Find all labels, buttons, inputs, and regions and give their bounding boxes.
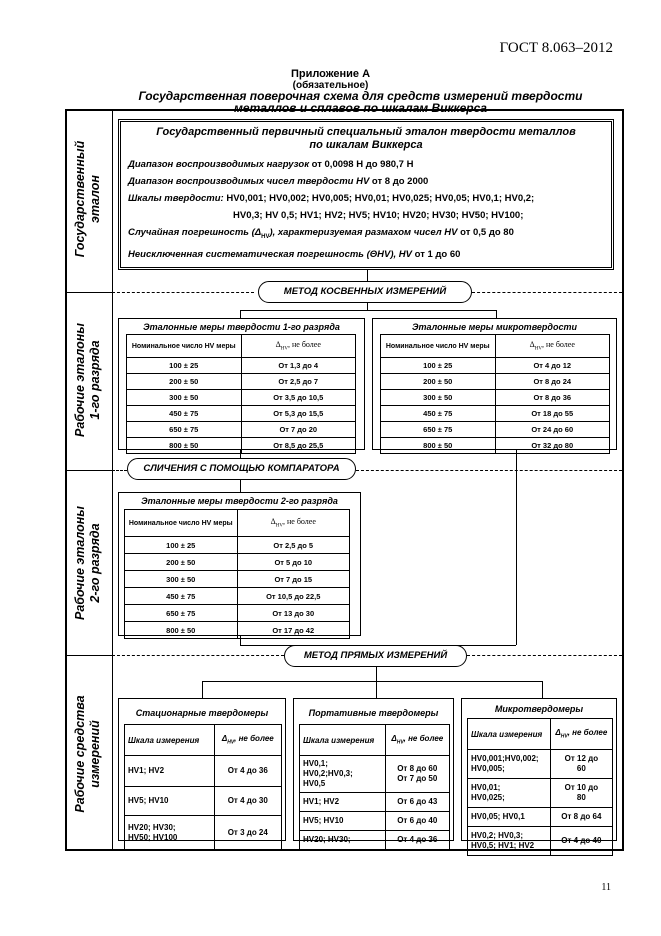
table-row <box>300 756 450 793</box>
micro-hardness-title: Микротвердомеры <box>494 704 584 714</box>
micro-hardness-box <box>461 698 617 850</box>
table-row <box>125 554 350 571</box>
table-row <box>381 438 610 454</box>
delta-hv-cell: От 1,3 до 4 <box>241 358 356 374</box>
delta-hv-cell: От 12 до 60 <box>550 750 612 779</box>
delta-hv-cell: От 6 до 43 <box>385 793 449 812</box>
state-standard-title-line1: Государственный первичный специальный эталон твердости металлов <box>156 126 576 138</box>
delta-hv-cell: От 4 до 40 <box>550 827 612 856</box>
delta-hv-cell: От 4 до 36 <box>385 831 449 850</box>
method-indirect-pill: МЕТОД КОСВЕННЫХ ИЗМЕРЕНИЙ <box>258 281 472 303</box>
delta-symbol: Δ <box>529 340 535 350</box>
first-rank-box <box>118 318 365 450</box>
table-row <box>127 374 356 390</box>
scale-header: Шкала измерения <box>300 725 386 756</box>
separator <box>65 292 112 293</box>
delta-sub: HV <box>396 739 404 746</box>
table-row <box>468 779 613 808</box>
delta-hv-header <box>214 725 281 756</box>
nominal-hv-cell: 300 ± 50 <box>127 390 242 406</box>
scale-cell: HV0,1; HV0,2;HV0,3; HV0,5 <box>300 756 386 793</box>
connector <box>240 480 241 492</box>
nominal-hv-cell: 200 ± 50 <box>381 374 496 390</box>
delta-hv-cell: От 5 до 10 <box>237 554 350 571</box>
table-row <box>300 831 450 850</box>
nominal-hv-header: Номинальное число HV меры <box>125 510 238 537</box>
appendix-label: Приложение А <box>290 68 371 80</box>
load-range: Диапазон воспроизводимых нагрузок от 0,0098 Н до 980,7 Н <box>128 159 414 170</box>
delta-sub: HV <box>275 523 283 529</box>
dashed-separator <box>112 470 127 471</box>
hardness-range: Диапазон воспроизводимых чисел твердости HV от 8 до 2000 <box>128 176 429 187</box>
comparator-pill: СЛИЧЕНИЯ С ПОМОЩЬЮ КОМПАРАТОРА <box>127 458 356 480</box>
connector <box>516 450 517 645</box>
page-number: 11 <box>601 882 611 893</box>
level-second-rank: Рабочие эталоны 2-го разряда <box>73 506 102 620</box>
nominal-hv-cell: 200 ± 50 <box>127 374 242 390</box>
delta-sub: HV <box>227 739 235 746</box>
table-row <box>127 358 356 374</box>
random-error: Случайная погрешность $(\Delta_{HV})$, характеризуемая размахом чисел HV от 0,5 до 80 <box>128 227 514 240</box>
delta-hv-cell: От 13 до 30 <box>237 605 350 622</box>
delta-hv-header <box>385 725 449 756</box>
scale-cell: HV5; HV10 <box>125 787 215 816</box>
connector <box>376 681 377 698</box>
mandatory-label: (обязательное) <box>292 80 369 91</box>
level-working-instruments: Рабочие средства измерений <box>73 695 102 813</box>
stationary-table <box>124 724 282 851</box>
separator <box>65 470 112 471</box>
delta-hv-cell: От 18 до 55 <box>495 406 610 422</box>
connector <box>496 310 497 318</box>
delta-sub: HV <box>560 733 568 740</box>
delta-rest: , не более <box>542 340 575 350</box>
micro-standard-box <box>372 318 617 450</box>
dashed-separator <box>356 470 622 471</box>
delta-hv-header <box>241 335 356 358</box>
table-row <box>381 406 610 422</box>
micro-standard-table <box>380 334 610 454</box>
delta-rest: , не более <box>403 734 444 744</box>
nominal-hv-cell: 450 ± 75 <box>127 406 242 422</box>
delta-hv-cell: От 4 до 30 <box>214 787 281 816</box>
nominal-hv-cell: 300 ± 50 <box>125 571 238 588</box>
delta-rest: , не более <box>283 517 316 527</box>
hardness-scales: Шкалы твердости: HV0,001; HV0,002; HV0,005; HV0,01; HV0,025; HV0,05; HV0,1; HV0,2; <box>128 193 535 204</box>
delta-hv-cell: От 4 до 12 <box>495 358 610 374</box>
table-row <box>381 374 610 390</box>
delta-symbol: Δ <box>555 728 561 738</box>
table-row <box>127 438 356 454</box>
table-header-row <box>125 725 282 756</box>
delta-hv-cell: От 2,5 до 5 <box>237 537 350 554</box>
delta-hv-cell: От 10,5 до 22,5 <box>237 588 350 605</box>
nominal-hv-cell: 450 ± 75 <box>125 588 238 605</box>
systematic-error: Неисключенная систематическая погрешность (ΘHV), HV от 1 до 60 <box>128 248 461 260</box>
table-row <box>125 787 282 816</box>
nominal-hv-cell: 800 ± 50 <box>125 622 238 639</box>
delta-symbol: Δ <box>270 517 276 527</box>
dashed-separator <box>112 292 254 293</box>
scale-header: Шкала измерения <box>125 725 215 756</box>
connector <box>240 636 241 645</box>
micro-standard-title: Эталонные меры микротвердости <box>412 322 577 332</box>
second-rank-box <box>118 492 361 636</box>
delta-hv-cell: От 8 до 24 <box>495 374 610 390</box>
portable-box <box>293 698 454 844</box>
nominal-hv-cell: 800 ± 50 <box>127 438 242 454</box>
scale-cell: HV0,05; HV0,1 <box>468 808 551 827</box>
delta-hv-cell: От 6 до 40 <box>385 812 449 831</box>
stationary-box <box>118 698 286 841</box>
delta-symbol: Δ <box>221 734 228 744</box>
table-row <box>125 605 350 622</box>
scale-header: Шкала измерения <box>468 719 551 750</box>
nominal-hv-header: Номинальное число HV меры <box>127 335 242 358</box>
table-row <box>125 588 350 605</box>
delta-hv-cell: От 8 до 64 <box>550 808 612 827</box>
table-header-row <box>125 510 350 537</box>
nominal-hv-header: Номинальное число HV меры <box>381 335 496 358</box>
scheme-title-line1: Государственная поверочная схема для средств измерений твердости <box>138 89 583 103</box>
delta-rest: , не более <box>288 340 321 350</box>
state-standard-title-line2: по шкалам Виккерса <box>309 139 423 151</box>
table-row <box>300 812 450 831</box>
table-row <box>127 406 356 422</box>
table-header-row <box>127 335 356 358</box>
nominal-hv-cell: 100 ± 25 <box>127 358 242 374</box>
delta-hv-cell: От 8 до 60 От 7 до 50 <box>385 756 449 793</box>
table-header-row <box>300 725 450 756</box>
connector <box>542 681 543 698</box>
connector <box>202 681 542 682</box>
connector <box>367 303 368 310</box>
delta-hv-cell: От 8,5 до 25,5 <box>241 438 356 454</box>
table-row <box>381 422 610 438</box>
delta-hv-cell: От 24 до 60 <box>495 422 610 438</box>
second-rank-title: Эталонные меры твердости 2-го разряда <box>141 496 338 506</box>
delta-hv-cell: От 3 до 24 <box>214 816 281 851</box>
delta-hv-cell: От 3,5 до 10,5 <box>241 390 356 406</box>
delta-hv-header <box>237 510 350 537</box>
table-row <box>381 390 610 406</box>
table-row <box>381 358 610 374</box>
scale-cell: HV1; HV2 <box>125 756 215 787</box>
first-rank-table <box>126 334 356 454</box>
dashed-separator <box>112 655 284 656</box>
nominal-hv-cell: 100 ± 25 <box>125 537 238 554</box>
scale-cell: HV20; HV30; HV50; HV100 <box>125 816 215 851</box>
second-rank-table <box>124 509 350 639</box>
scale-cell: HV0,01; HV0,025; <box>468 779 551 808</box>
nominal-hv-cell: 200 ± 50 <box>125 554 238 571</box>
connector <box>376 667 377 681</box>
delta-sub: HV <box>534 346 542 352</box>
portable-title: Портативные твердомеры <box>308 708 439 718</box>
nominal-hv-cell: 450 ± 75 <box>381 406 496 422</box>
nominal-hv-cell: 650 ± 75 <box>381 422 496 438</box>
table-row <box>468 808 613 827</box>
method-direct-pill: МЕТОД ПРЯМЫХ ИЗМЕРЕНИЙ <box>284 645 467 667</box>
connector <box>240 310 496 311</box>
delta-rest: , не более <box>567 728 608 738</box>
delta-hv-cell: От 7 до 15 <box>237 571 350 588</box>
delta-hv-header <box>550 719 612 750</box>
separator <box>65 655 112 656</box>
nominal-hv-cell: 800 ± 50 <box>381 438 496 454</box>
stationary-title: Стационарные твердомеры <box>135 708 269 718</box>
delta-symbol: Δ <box>275 340 281 350</box>
delta-hv-cell: От 2,5 до 7 <box>241 374 356 390</box>
scale-cell: HV5; HV10 <box>300 812 386 831</box>
scheme-title-line2: металлов и сплавов по шкалам Виккерса <box>234 101 487 115</box>
scale-cell: HV0,2; HV0,3; HV0,5; HV1; HV2 <box>468 827 551 856</box>
nominal-hv-cell: 650 ± 75 <box>127 422 242 438</box>
connector <box>202 681 203 698</box>
table-row <box>125 571 350 588</box>
delta-symbol: Δ <box>391 734 397 744</box>
table-row <box>127 422 356 438</box>
delta-hv-cell: От 10 до 80 <box>550 779 612 808</box>
table-row <box>127 390 356 406</box>
level-state-standard: Государственный эталон <box>73 140 102 258</box>
nominal-hv-cell: 100 ± 25 <box>381 358 496 374</box>
nominal-hv-cell: 300 ± 50 <box>381 390 496 406</box>
delta-rest: , не более <box>234 734 274 744</box>
scale-cell: HV1; HV2 <box>300 793 386 812</box>
scale-cell: HV20; HV30; <box>300 831 386 850</box>
table-header-row <box>381 335 610 358</box>
delta-hv-cell: От 7 до 20 <box>241 422 356 438</box>
connector <box>240 310 241 318</box>
portable-table <box>299 724 450 850</box>
delta-hv-cell: От 4 до 36 <box>214 756 281 787</box>
dashed-separator <box>472 292 622 293</box>
delta-sub: HV <box>280 346 288 352</box>
scale-cell: HV0,001;HV0,002; HV0,005; <box>468 750 551 779</box>
table-row <box>300 793 450 812</box>
dashed-separator <box>467 655 622 656</box>
micro-hardness-table <box>467 718 613 856</box>
hardness-scales-cont: HV0,3; HV 0,5; HV1; HV2; HV5; HV10; HV20; HV30; HV50; HV100; <box>233 210 524 221</box>
document-code: ГОСТ 8.063–2012 <box>499 40 613 56</box>
nominal-hv-cell: 650 ± 75 <box>125 605 238 622</box>
delta-hv-header <box>495 335 610 358</box>
label-column-divider <box>112 110 113 850</box>
delta-hv-cell: От 5,3 до 15,5 <box>241 406 356 422</box>
table-row <box>468 750 613 779</box>
level-first-rank: Рабочие эталоны 1-го разряда <box>73 323 102 437</box>
delta-hv-cell: От 17 до 42 <box>237 622 350 639</box>
table-row <box>125 756 282 787</box>
table-row <box>125 816 282 851</box>
delta-hv-cell: От 32 до 80 <box>495 438 610 454</box>
table-row <box>125 622 350 639</box>
first-rank-title: Эталонные меры твердости 1-го разряда <box>143 322 340 332</box>
table-row <box>125 537 350 554</box>
delta-hv-cell: От 8 до 36 <box>495 390 610 406</box>
table-row <box>468 827 613 856</box>
state-standard-box <box>118 119 614 270</box>
table-header-row <box>468 719 613 750</box>
